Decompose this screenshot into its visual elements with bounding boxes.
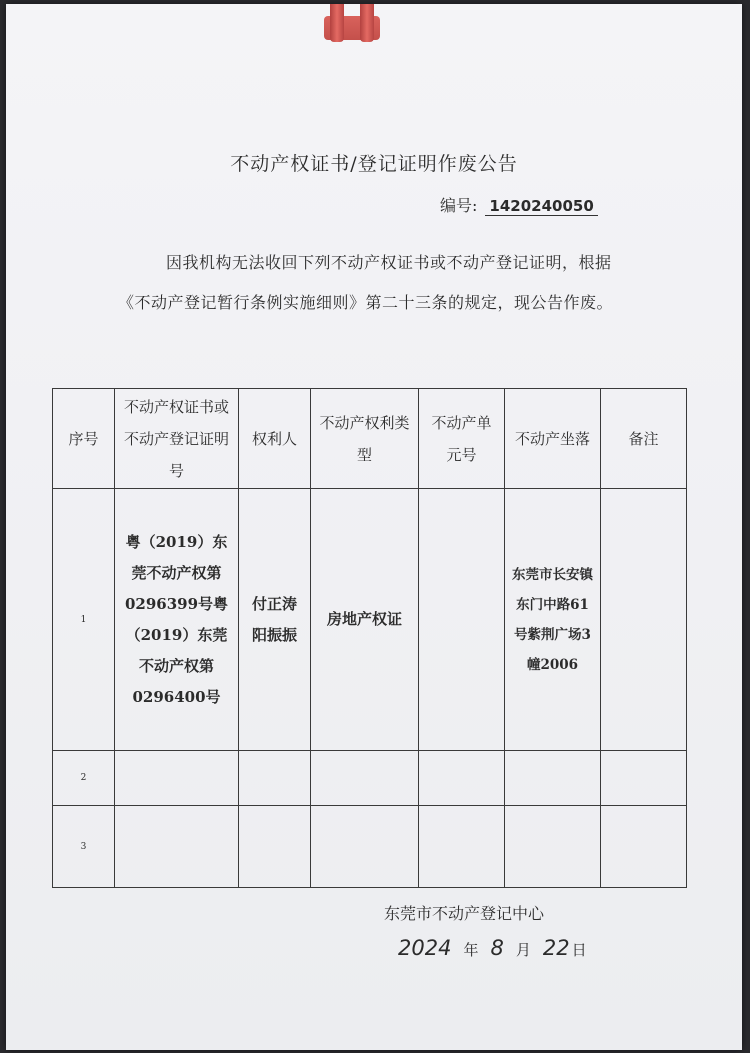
- header-certificate: 不动产权证书或不动产登记证明号: [115, 389, 239, 489]
- document-number: [440, 193, 598, 216]
- unit-number: [419, 806, 505, 888]
- header-location: 不动产坐落: [505, 389, 601, 489]
- right-holder: [239, 806, 311, 888]
- month-label: 月: [515, 941, 531, 959]
- date-month: 8: [490, 936, 504, 960]
- right-type: 房地产权证: [311, 489, 419, 751]
- header-remark: 备注: [601, 389, 687, 489]
- table-row: [53, 806, 687, 888]
- row-index: 2: [53, 751, 115, 806]
- header-unit-number: 不动产单元号: [419, 389, 505, 489]
- property-location: [505, 751, 601, 806]
- row-index: 1: [53, 489, 115, 751]
- certificate-number: [115, 806, 239, 888]
- right-type: [311, 751, 419, 806]
- header-index: 序号: [53, 389, 115, 489]
- binder-clip: [324, 4, 380, 44]
- issuing-authority: 东莞市不动产登记中心: [384, 904, 545, 923]
- date-year: 2024: [398, 936, 452, 960]
- year-label: 年: [463, 941, 479, 959]
- right-type: [311, 806, 419, 888]
- paragraph-line-2: 《不动产登记暂行条例实施细则》第二十三条的规定，现公告作废。: [118, 293, 614, 312]
- header-right-type: 不动产权利类型: [311, 389, 419, 489]
- right-holder: [239, 751, 311, 806]
- remark: [601, 751, 687, 806]
- header-holder: 权利人: [239, 389, 311, 489]
- right-holder: 付正涛阳振振: [239, 489, 311, 751]
- remark: [601, 806, 687, 888]
- date-day: 22: [542, 936, 570, 960]
- void-certificate-table: [52, 388, 687, 888]
- table-row: [53, 489, 687, 751]
- table-header-row: [53, 389, 687, 489]
- remark: [601, 489, 687, 751]
- certificate-number: [115, 751, 239, 806]
- certificate-number: 粤（2019）东莞不动产权第0296399号粤（2019）东莞不动产权第0296400号: [115, 489, 239, 751]
- day-label: 日: [571, 941, 587, 959]
- number-label: 编号:: [440, 196, 478, 215]
- issue-date: [398, 936, 599, 960]
- document-page: [6, 4, 742, 1050]
- unit-number: [419, 489, 505, 751]
- property-location: 东莞市长安镇东门中路61号紫荆广场3幢2006: [505, 489, 601, 751]
- unit-number: [419, 751, 505, 806]
- table-row: [53, 751, 687, 806]
- property-location: [505, 806, 601, 888]
- number-value: 1420240050: [485, 197, 597, 216]
- document-title: 不动产权证书/登记证明作废公告: [230, 153, 518, 175]
- paragraph-line-1: 因我机构无法收回下列不动产权证书或不动产登记证明，根据: [166, 253, 612, 272]
- row-index: 3: [53, 806, 115, 888]
